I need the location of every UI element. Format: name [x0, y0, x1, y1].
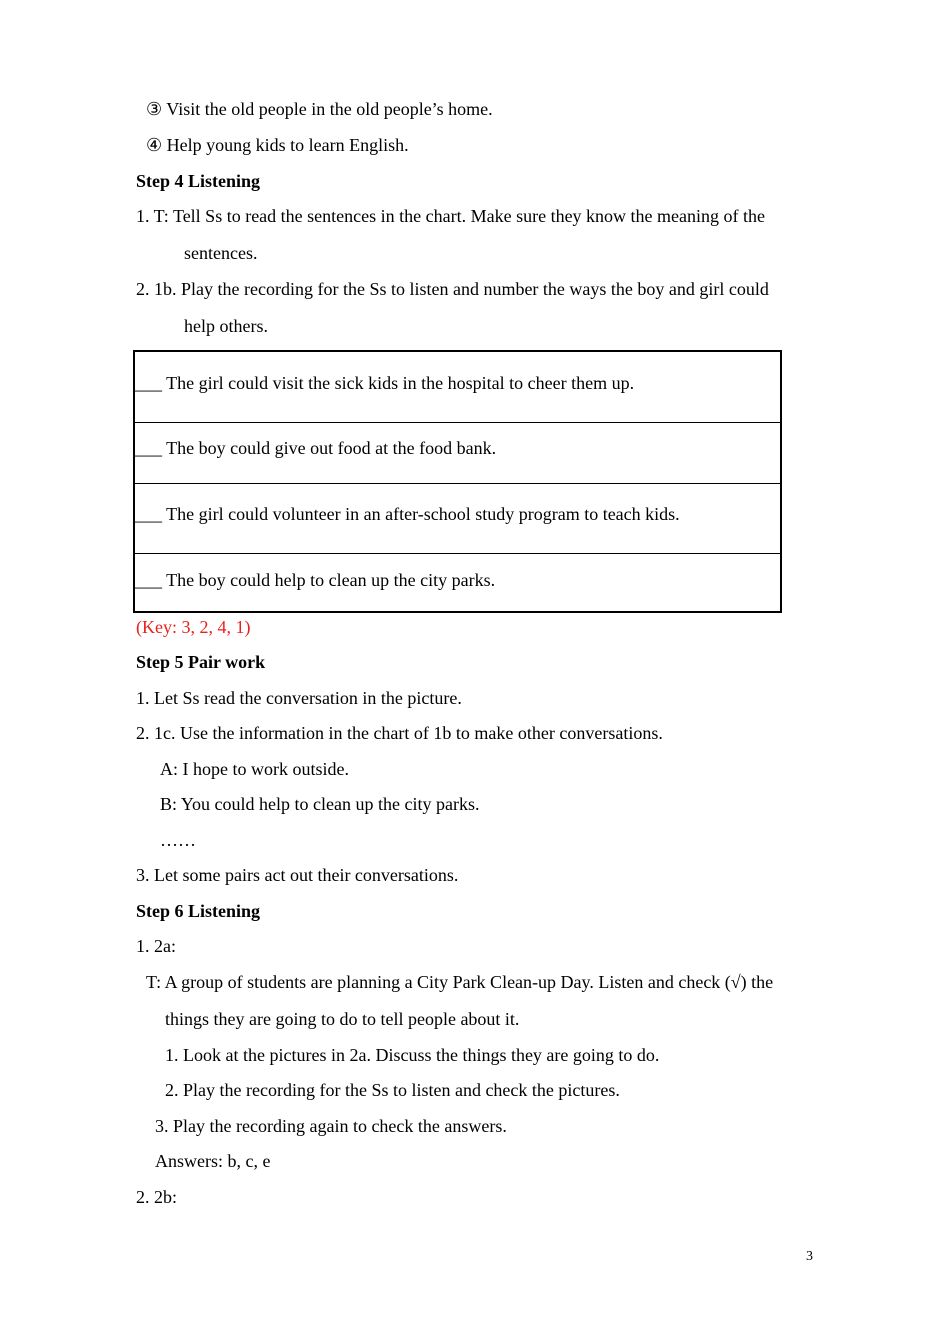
table-row-text: ___ The girl could volunteer in an after-school study program to teach kids.	[135, 504, 680, 524]
step6-paragraph-2: 2. 2b:	[136, 1187, 178, 1207]
table-row	[135, 554, 780, 611]
step5-heading: Step 5 Pair work	[136, 652, 266, 672]
list-item-visit-old-people: ③ Visit the old people in the old people’s home.	[146, 99, 493, 119]
dialogue-ellipsis: ……	[160, 830, 196, 850]
step5-paragraph-3: 3. Let some pairs act out their conversations.	[136, 865, 459, 885]
dialogue-line-a: A: I hope to work outside.	[160, 759, 349, 779]
step4-heading: Step 4 Listening	[136, 171, 261, 191]
step6-substep-2: 2. Play the recording for the Ss to listen and check the pictures.	[165, 1080, 620, 1100]
step6-paragraph-1: 1. 2a:	[136, 936, 176, 956]
step4-paragraph-1: 1. T: Tell Ss to read the sentences in the chart. Make sure they know the meaning of the	[136, 206, 766, 226]
answer-key: (Key: 3, 2, 4, 1)	[136, 617, 251, 637]
table-row	[135, 423, 780, 484]
step6-substep-3: 3. Play the recording again to check the answers.	[155, 1116, 507, 1136]
step6-teacher-line-cont: things they are going to do to tell people about it.	[165, 1009, 520, 1029]
step5-paragraph-2: 2. 1c. Use the information in the chart of 1b to make other conversations.	[136, 723, 663, 743]
table-row	[135, 352, 780, 423]
table-row-text: ___ The boy could give out food at the food bank.	[135, 438, 497, 458]
step5-paragraph-1: 1. Let Ss read the conversation in the picture.	[136, 688, 462, 708]
dialogue-line-b: B: You could help to clean up the city parks.	[160, 794, 480, 814]
step4-paragraph-1-cont: sentences.	[184, 243, 258, 263]
step6-heading: Step 6 Listening	[136, 901, 261, 921]
step6-teacher-line: T: A group of students are planning a City Park Clean-up Day. Listen and check (√) the	[146, 972, 774, 992]
page-number: 3	[806, 1249, 813, 1264]
list-item-help-kids-english: ④ Help young kids to learn English.	[146, 135, 409, 155]
listening-chart-table	[133, 350, 782, 613]
table-row-text: ___ The boy could help to clean up the city parks.	[135, 570, 496, 590]
step4-paragraph-2: 2. 1b. Play the recording for the Ss to listen and number the ways the boy and girl could	[136, 279, 769, 299]
step6-substep-1: 1. Look at the pictures in 2a. Discuss the things they are going to do.	[165, 1045, 660, 1065]
step6-answers: Answers: b, c, e	[155, 1151, 271, 1171]
table-row	[135, 484, 780, 554]
table-row-text: ___ The girl could visit the sick kids in the hospital to cheer them up.	[135, 373, 635, 393]
step4-paragraph-2-cont: help others.	[184, 316, 268, 336]
